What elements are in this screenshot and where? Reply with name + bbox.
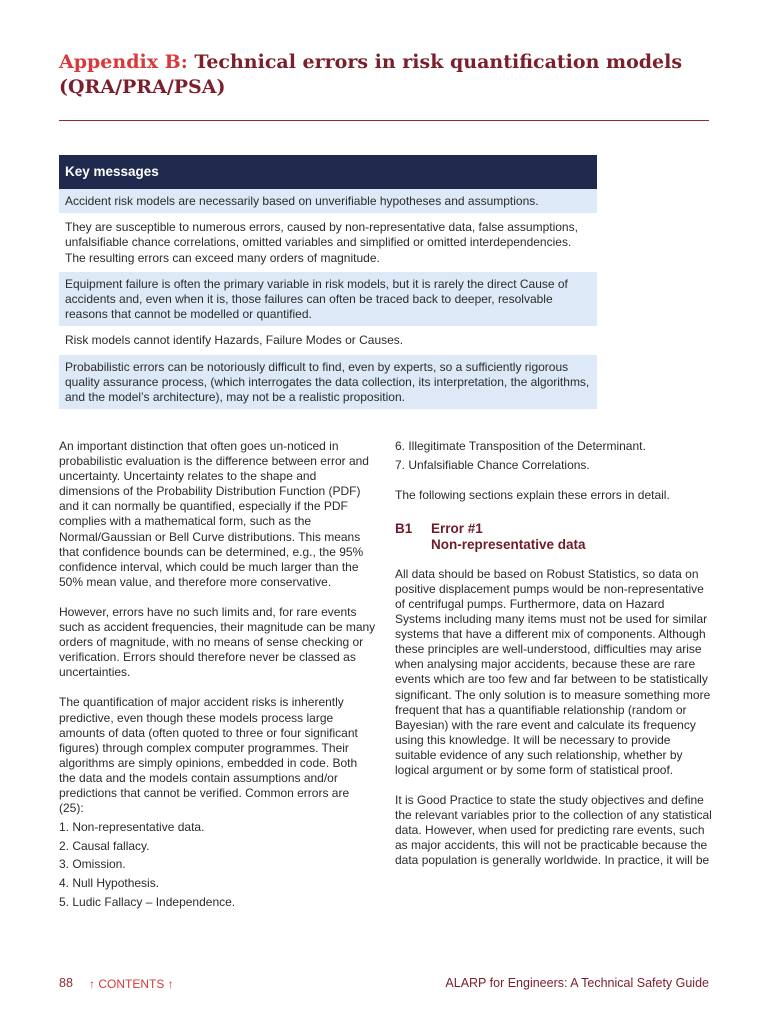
key-message-item: Probabilistic errors can be notoriously difficult to find, even by experts, so a sufficiently rigorous quality assurance process, (which interrogates the data collection, its interpretation, the algorithms, and the model’s architecture), may not be a realistic proposition.	[59, 355, 597, 410]
section-title-line2: Non-representative data	[431, 536, 586, 552]
errors-list-continued	[395, 439, 713, 473]
section-number: B1	[395, 520, 413, 536]
key-message-item: Accident risk models are necessarily based on unverifiable hypotheses and assumptions.	[59, 189, 597, 213]
list-item: 7. Unfalsifiable Chance Correlations.	[395, 457, 590, 472]
list-item: 6. Illegitimate Transposition of the Determinant.	[395, 439, 646, 453]
body-paragraph: However, errors have no such limits and, for rare events such as accident frequencies, their magnitude can be many orders of magnitude, with no means of sense checking or verification. Errors should therefore never be classed as uncertainties.	[59, 604, 376, 680]
list-item: 1. Non-representative data.	[59, 820, 205, 835]
section-title	[431, 521, 586, 553]
right-column	[395, 439, 713, 884]
contents-link[interactable]: ↑ CONTENTS ↑	[89, 977, 174, 991]
key-messages-box	[59, 155, 597, 409]
footer-book-title: ALARP for Engineers: A Technical Safety Guide	[445, 976, 709, 990]
list-item: 3. Omission.	[59, 857, 126, 872]
page-number: 88	[59, 976, 73, 990]
body-paragraph: An important distinction that often goes un-noticed in probabilistic evaluation is the difference between error and uncertainty. Uncertainty relates to the shape and dimensions of the Probability Distribution Function (PDF) and it can normally be quantified, especially if the PDF complies with a mathematical form, such as the Normal/Gaussian or Bell Curve distributions. This means that confidence bounds can be determined, e.g., the 95% confidence interval, which could be much larger than the 50% mean value, and therefore more conservative.	[59, 439, 369, 589]
section-title-line1: Error #1	[431, 520, 483, 536]
body-paragraph: It is Good Practice to state the study objectives and define the relevant variables prior to the collection of any statistical data. However, when used for predicting rare events, such as major accidents, this will not be practicable because the data population is generally worldwide. In practice, it will be	[395, 793, 712, 868]
key-message-item: Risk models cannot identify Hazards, Failure Modes or Causes.	[65, 333, 404, 348]
left-column	[59, 439, 377, 913]
body-paragraph: The following sections explain these errors in detail.	[395, 487, 670, 502]
list-item: 4. Null Hypothesis.	[59, 875, 160, 890]
key-messages-header: Key messages	[59, 155, 597, 189]
list-item: 5. Ludic Fallacy – Independence.	[59, 894, 236, 909]
appendix-title: Technical errors in risk quantification models (QRA/PRA/PSA)	[59, 51, 683, 98]
appendix-label: Appendix B:	[59, 51, 188, 73]
list-item: 2. Causal fallacy.	[59, 838, 150, 853]
title-divider	[59, 120, 709, 121]
body-paragraph: All data should be based on Robust Statistics, so data on positive displacement pumps would be non-representative of centrifugal pumps. Furthermore, data on Hazard Systems including many items must not be used for similar systems that have a different mix of components. Although these principles are well-understood, difficulties may arise when analysing major accidents, because these are rare events which are too few and far between to be statistically significant. The only solution is to measure something more frequent that has a quantifiable relationship (random or Bayesian) with the rare event and calculate its frequency using this knowledge. It will be necessary to provide suitable evidence of any such relationship, whether by logical argument or by some form of statistical proof.	[395, 566, 711, 777]
section-heading	[395, 521, 713, 553]
key-message-item: They are susceptible to numerous errors, caused by non-representative data, false assumptions, unfalsifiable chance correlations, omitted variables and simplified or omitted interdependencies. The resulting errors can exceed many orders of magnitude.	[65, 220, 578, 265]
body-paragraph: The quantification of major accident risks is inherently predictive, even though these models process large amounts of data (often quoted to three or four significant figures) through complex computer programmes. Their algorithms are simply opinions, embedded in code. Both the data and the models contain assumptions and/or predictions that cannot be verified. Common errors are (25):	[59, 695, 358, 816]
page-title	[59, 50, 699, 100]
key-message-item: Equipment failure is often the primary variable in risk models, but it is rarely the direct Cause of accidents and, even when it is, those failures can often be traced back to deeper, resolvable reasons that cannot be modelled or quantified.	[59, 272, 597, 327]
errors-list	[59, 820, 377, 909]
